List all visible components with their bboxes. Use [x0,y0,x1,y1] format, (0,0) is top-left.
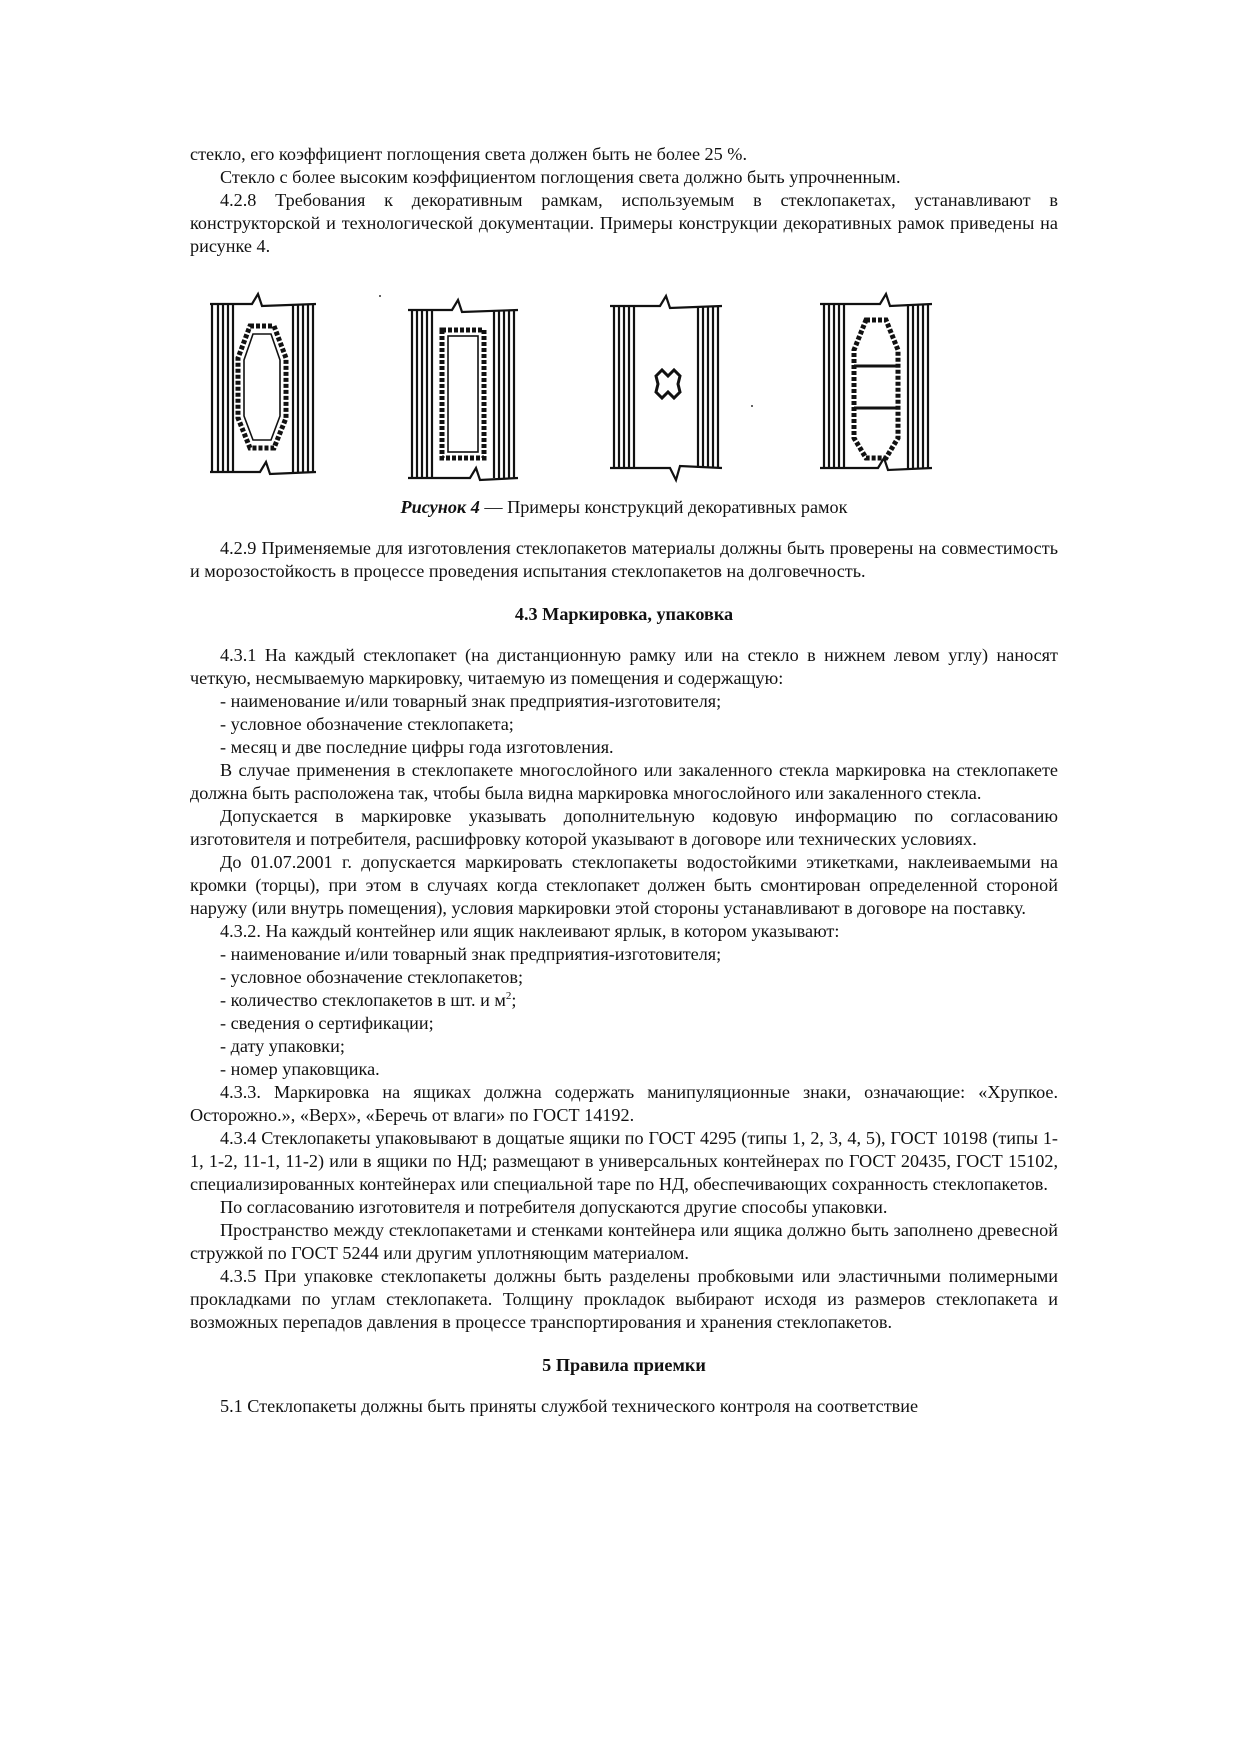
decorative-frames-figure [190,288,1058,488]
paragraph-laminated: В случае применения в стеклопакете многослойного или закаленного стекла маркировка на стеклопакете должна быть расположена так, чтобы была видна маркировка многослойного или закаленного стекла. [190,760,1058,803]
list-item: - сведения о сертификации; [220,1013,434,1033]
figure-caption [190,496,1058,519]
paragraph-other-packing: По согласованию изготовителя и потребителя допускаются другие способы упаковки. [220,1197,888,1217]
paragraph-5-1: 5.1 Стеклопакеты должны быть приняты службой технического контроля на соответствие [220,1396,919,1416]
paragraph-additional-code: Допускается в маркировке указывать дополнительную кодовую информацию по согласованию изготовителя и потребителя, расшифровку которой указывают в договоре или технических условиях. [190,806,1058,849]
paragraph-space-filling: Пространство между стеклопакетами и стенками контейнера или ящика должно быть заполнено древесной стружкой по ГОСТ 5244 или другим уплотняющим материалом. [190,1220,1058,1263]
figure-4 [190,288,1058,488]
list-item: - месяц и две последние цифры года изготовления. [220,737,614,757]
list-item: - условное обозначение стеклопакета; [220,714,514,734]
paragraph-4-3-5: 4.3.5 При упаковке стеклопакеты должны быть разделены пробковыми или эластичными полимерными прокладками по углам стеклопакета. Толщину прокладок выбирают исходя из размеров стеклопакета и возможных перепадов давления в процессе транспортирования и хранения стеклопакетов. [190,1266,1058,1332]
list-item-quantity-text: - количество стеклопакетов в шт. и м [220,990,506,1010]
figure-caption-text: — Примеры конструкций декоративных рамок [479,497,848,517]
paragraph-4-3-2: 4.3.2. На каждый контейнер или ящик наклеивают ярлык, в котором указывают: [220,921,840,941]
frame-example-4 [820,294,932,470]
list-item-quantity [190,989,1058,1012]
frame-example-3 [610,296,722,480]
list-item: - номер упаковщика. [220,1059,380,1079]
section-4-3-title: 4.3 Маркировка, упаковка [514,604,734,624]
superscript: 2 [505,989,512,1002]
section-5-title: 5 Правила приемки [542,1355,706,1375]
list-item-quantity-tail: ; [511,990,517,1010]
paragraph-4-2-9: 4.2.9 Применяемые для изготовления стеклопакетов материалы должны быть проверены на совместимость и морозостойкость в процессе проведения испытания стеклопакетов на долговечность. [190,538,1058,581]
frame-example-1 [210,294,316,474]
figure-caption-label: Рисунок 4 [400,497,480,517]
paragraph-4-2-8: 4.2.8 Требования к декоративным рамкам, используемым в стеклопакетах, устанавливают в конструкторской и технологической документации. Примеры конструкции декоративных рамок приведены на рисунке 4. [190,190,1058,256]
list-item: - условное обозначение стеклопакетов; [220,967,524,987]
paragraph-intro-1: стекло, его коэффициент поглощения света должен быть не более 25 %. [190,144,747,164]
list-item: - дату упаковки; [220,1036,345,1056]
list-item: - наименование и/или товарный знак предприятия-изготовителя; [220,691,722,711]
paragraph-intro-2: Стекло с более высоким коэффициентом поглощения света должно быть упрочненным. [220,167,901,187]
list-item: - наименование и/или товарный знак предприятия-изготовителя; [220,944,722,964]
paragraph-4-3-4: 4.3.4 Стеклопакеты упаковывают в дощатые ящики по ГОСТ 4295 (типы 1, 2, 3, 4, 5), ГОСТ 10198 (типы 1-1, 1-2, 11-1, 11-2) или в ящики по НД; размещают в универсальных контейнерах по ГОСТ 20435, ГОСТ 15102, специализированных контейнерах или специальной таре по НД, обеспечивающих сохранность стеклопакетов. [190,1128,1058,1194]
paragraph-4-3-1: 4.3.1 На каждый стеклопакет (на дистанционную рамку или на стекло в нижнем левом углу) наносят четкую, несмываемую маркировку, читаемую из помещения и содержащую: [190,645,1058,688]
frame-example-2 [408,300,518,480]
paragraph-4-3-3: 4.3.3. Маркировка на ящиках должна содержать манипуляционные знаки, означающие: «Хрупкое. Осторожно.», «Верх», «Беречь от влаги» по ГОСТ 14192. [190,1082,1058,1125]
paragraph-until-2001: До 01.07.2001 г. допускается маркировать стеклопакеты водостойкими этикетками, наклеиваемыми на кромки (торцы), при этом в случаях когда стеклопакет должен быть смонтирован определенной стороной наружу (или внутрь помещения), условия маркировки этой стороны устанавливают в договоре на поставку. [190,852,1058,918]
document-page [190,0,1058,1418]
